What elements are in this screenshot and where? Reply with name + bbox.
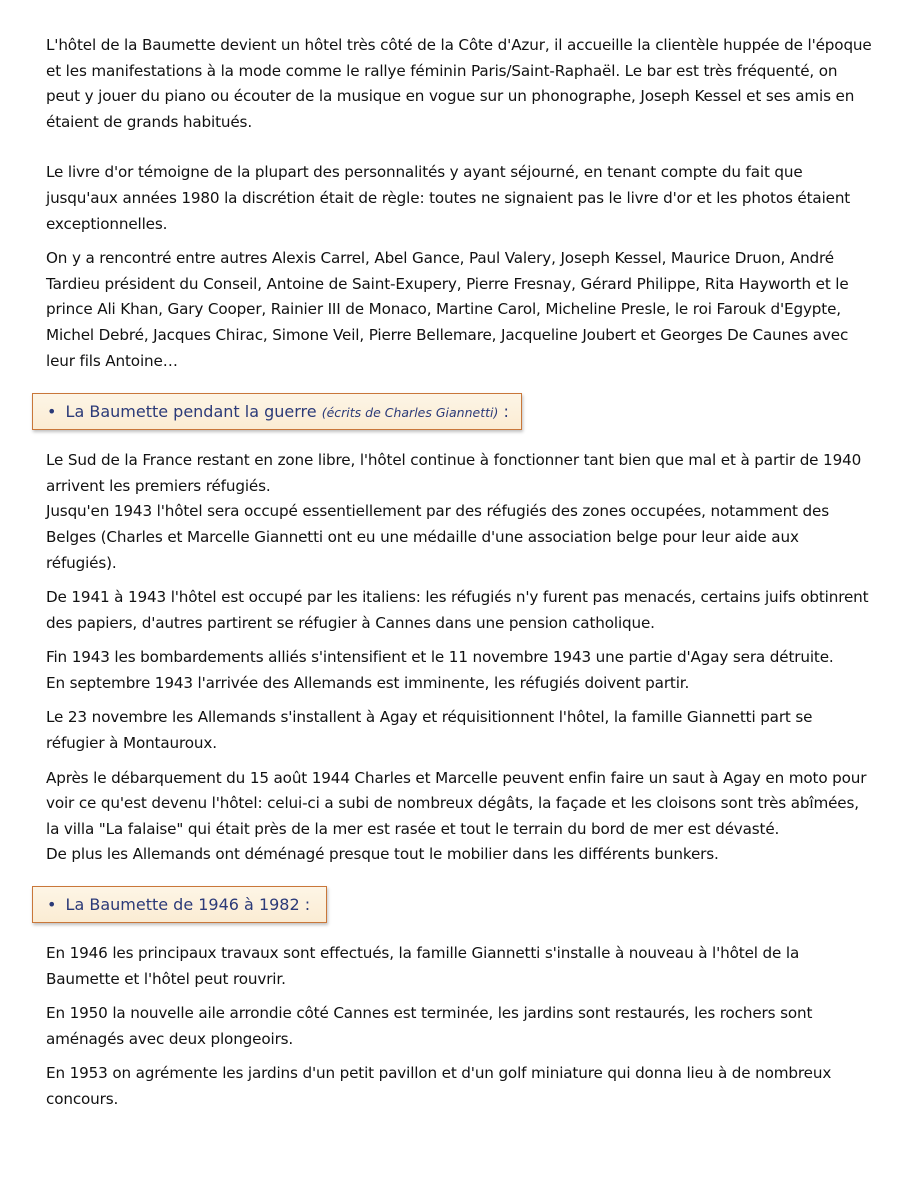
paragraph-bombings <box>46 645 877 696</box>
paragraph-hotel-reputation: L'hôtel de la Baumette devient un hôtel très côté de la Côte d'Azur, il accueille la clientèle huppée de l'époque et les manifestations à la mode comme le rallye féminin Paris/Saint-Raphaël. Le bar est très fréquenté, on peut y jouer du piano ou écouter de la musique en vogue sur un phonographe, Joseph Kessel et ses amis en étaient de grands habitués. <box>46 36 872 131</box>
paragraph-free-zone-b: Jusqu'en 1943 l'hôtel sera occupé essentiellement par des réfugiés des zones occupées, notamment des Belges (Charles et Marcelle Giannetti ont eu une médaille d'une association belge pour leur aide aux réfugiés). <box>46 502 829 572</box>
paragraph-livre-dor: Le livre d'or témoigne de la plupart des personnalités y ayant séjourné, en tenant compte du fait que jusqu'aux années 1980 la discrétion était de règle: toutes ne signaient pas le livre d'or et les photos étaient exceptionnelles. <box>46 163 851 233</box>
paragraph-liberation-b: De plus les Allemands ont déménagé presque tout le mobilier dans les différents bunkers. <box>46 845 719 864</box>
section-title-postwar: La Baumette de 1946 à 1982 : <box>65 895 311 915</box>
paragraph-bombings-b: En septembre 1943 l'arrivée des Allemands est imminente, les réfugiés doivent partir. <box>46 673 690 692</box>
paragraph-free-zone <box>46 448 877 576</box>
paragraph-1953: En 1953 on agrémente les jardins d'un petit pavillon et d'un golf miniature qui donna lieu à de nombreux concours. <box>46 1064 832 1108</box>
paragraph-1950: En 1950 la nouvelle aile arrondie côté Cannes est terminée, les jardins sont restaurés, les rochers sont aménagés avec deux plongeoirs. <box>46 1004 813 1048</box>
section-colon: : <box>503 402 509 422</box>
section-title-war: La Baumette pendant la guerre <box>65 402 317 422</box>
section-box-postwar <box>32 886 327 923</box>
paragraph-italians: De 1941 à 1943 l'hôtel est occupé par les italiens: les réfugiés n'y furent pas menacés, certains juifs obtinrent des papiers, d'autres partirent se réfugier à Cannes dans une pension catholique. <box>46 588 869 632</box>
section-heading-postwar <box>32 886 877 923</box>
paragraph-liberation <box>46 766 877 868</box>
paragraph-liberation-a: Après le débarquement du 15 août 1944 Charles et Marcelle peuvent enfin faire un saut à Agay en moto pour voir ce qu'est devenu l'hôtel: celui-ci a subi de nombreux dégâts, la façade et les cloisons sont très abîmées, la villa "La falaise" qui était près de la mer est rasée et tout le terrain du bord de mer est dévasté. <box>46 768 867 838</box>
paragraph-requisition: Le 23 novembre les Allemands s'installent à Agay et réquisitionnent l'hôtel, la famille Giannetti part se réfugier à Montauroux. <box>46 708 813 753</box>
paragraph-free-zone-a: Le Sud de la France restant en zone libre, l'hôtel continue à fonctionner tant bien que mal et à partir de 1940 arrivent les premiers réfugiés. <box>46 451 862 495</box>
section-box-war <box>32 393 522 430</box>
bullet-icon: • <box>47 402 57 422</box>
section-subtitle-war: (écrits de Charles Giannetti) <box>321 405 499 421</box>
paragraph-bombings-a: Fin 1943 les bombardements alliés s'intensifient et le 11 novembre 1943 une partie d'Agay sera détruite. <box>46 648 834 667</box>
section-heading-war <box>32 393 877 430</box>
bullet-icon: • <box>47 895 57 915</box>
paragraph-1946: En 1946 les principaux travaux sont effectués, la famille Giannetti s'installe à nouveau à l'hôtel de la Baumette et l'hôtel peut rouvrir. <box>46 944 800 988</box>
paragraph-personalities: On y a rencontré entre autres Alexis Carrel, Abel Gance, Paul Valery, Joseph Kessel, Maurice Druon, André Tardieu président du Conseil, Antoine de Saint-Exupery, Pierre Fresnay, Gérard Philippe, Rita Hayworth et le prince Ali Khan, Gary Cooper, Rainier III de Monaco, Martine Carol, Micheline Presle, le roi Farouk d'Egypte, Michel Debré, Jacques Chirac, Simone Veil, Pierre Bellemare, Jacqueline Joubert et Georges De Caunes avec leur fils Antoine… <box>46 249 849 370</box>
